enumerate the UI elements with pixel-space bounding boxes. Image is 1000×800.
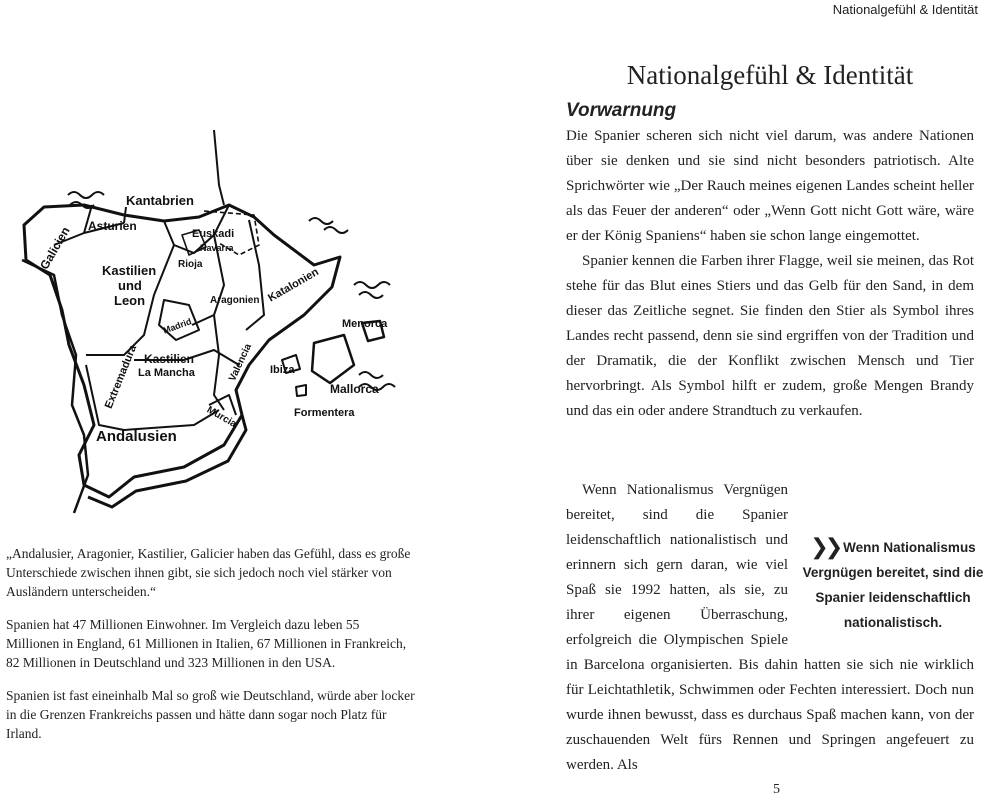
body-paragraph-3-wrap <box>566 478 984 778</box>
label-kastilien-leon-3: Leon <box>114 293 146 308</box>
right-page-body <box>566 98 974 424</box>
label-extremadura: Extremadura <box>102 343 140 411</box>
label-navarra: Navarra <box>200 243 234 253</box>
label-menorca: Menorca <box>342 318 388 330</box>
map-drawing <box>14 125 406 515</box>
size-paragraph: Spanien ist fast eineinhalb Mal so groß wie Deutschland, würde aber locker in die Grenzen Frankreichs passen und hätte dann sogar noch Platz für Irland. <box>6 688 415 741</box>
label-ibiza: Ibiza <box>270 364 295 376</box>
running-header: Nationalgefühl & Identität <box>832 2 978 17</box>
section-heading: Vorwarnung <box>566 100 677 121</box>
label-murcia: Murcia <box>204 404 239 431</box>
label-rioja: Rioja <box>178 259 203 270</box>
spain-regions-map <box>14 125 406 515</box>
pull-quote-text: Wenn Nationalismus Vergnügen bereitet, sind die Spanier leidenschaftlich nationalistisch. <box>802 540 984 630</box>
page-number: 5 <box>773 782 780 797</box>
portugal-border <box>22 260 88 513</box>
label-aragonien: Aragonien <box>210 295 260 306</box>
page-title: Nationalgefühl & Identität <box>626 60 914 91</box>
label-asturien: Asturien <box>88 219 137 233</box>
double-chevron-icon: ❯❯ <box>810 534 840 559</box>
label-valencia: Valencia <box>227 342 255 384</box>
label-kastilien-mancha-1: Kastilien <box>144 352 195 366</box>
population-paragraph: Spanien hat 47 Millionen Einwohner. Im Vergleich dazu leben 55 Millionen in England, 61 Millionen in Italien, 67 Millionen in Frankreich, 82 Millionen in Deutschland und 323 Millionen in den USA. <box>6 617 407 670</box>
quote-paragraph: „Andalusier, Aragonier, Kastilier, Galicier haben das Gefühl, dass es große Unterschiede zwischen ihnen gibt, sie sich jedoch noch viel stärker von Ausländern unterscheiden.“ <box>6 546 411 599</box>
label-andalusien: Andalusien <box>96 428 177 445</box>
pull-quote <box>798 534 988 635</box>
label-galicien: Galicien <box>37 224 73 272</box>
label-kastilien-leon-2: und <box>118 278 142 293</box>
label-euskadi: Euskadi <box>192 228 235 240</box>
label-kastilien-leon-1: Kastilien <box>102 263 157 278</box>
body-paragraph-2: Spanier kennen die Farben ihrer Flagge, weil sie meinen, das Rot stehe für das Blut eines Stiers und das Gelb für den Sand, in dem dieser das Zeitliche segnet. Sie finden den Stier als Symbol ihres Landes recht passend, denn sie sind ergriffen von der Tradition und der Dramatik, die der Konflikt zwischen Mensch und Tier hervorbringt. Als Symbol hilft er zudem, große Mengen Brandy und das ein oder andere Strandtuch zu verkaufen. <box>566 253 974 419</box>
body-paragraph-3-text: Wenn Nationalismus Vergnügen bereitet, sind die Spanier leidenschaftlich nationalistisch und erinnern sich gern daran, wie viel Spaß sie 1992 hatten, als sie, zu ihrer eigenen Überraschung, erfolgreich die Olympischen Spiele in Barcelona organisierten. Bis dahin hatten sie sich nie wirklich für Leichtathletik, Schwimmen oder Fechten interessiert. Doch nun wurde ihnen bewusst, dass es durchaus Spaß machen kann, von der zuschauenden Welt fürs Rennen und Springen angefeuert zu werden. Als <box>566 482 974 773</box>
label-formentera: Formentera <box>294 407 355 419</box>
label-katalonien: Katalonien <box>266 266 321 305</box>
label-mallorca: Mallorca <box>330 382 379 396</box>
label-madrid: Madrid <box>161 316 193 336</box>
body-paragraph-1: Die Spanier scheren sich nicht viel darum, was andere Nationen über sie denken und sie sind nicht besonders patriotisch. Alte Sprichwörter wie „Der Rauch meines eigenen Landes scheint heller als das Feuer der anderen“ oder „Wenn Gott nicht Gott wäre, wäre er der König Spaniens“ haben sie schon lange eingemottet. <box>566 128 974 244</box>
left-page-text <box>6 544 416 757</box>
label-kantabrien: Kantabrien <box>126 193 194 208</box>
label-kastilien-mancha-2: La Mancha <box>138 367 195 379</box>
